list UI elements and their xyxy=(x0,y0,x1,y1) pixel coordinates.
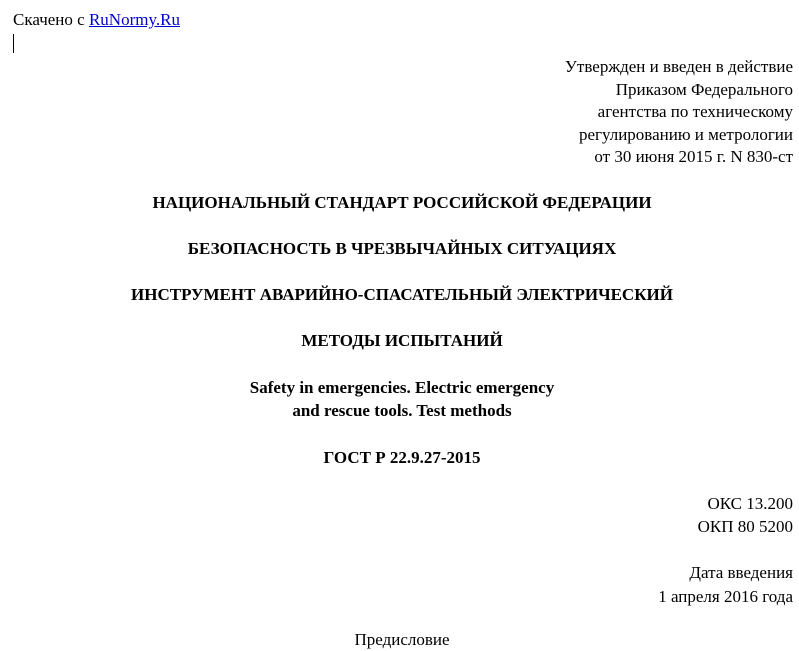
source-prefix: Скачено с xyxy=(13,10,89,29)
introduction-date-value: 1 апреля 2016 года xyxy=(658,587,793,606)
text-cursor xyxy=(13,34,14,53)
approval-line: регулированию и метрологии xyxy=(578,124,793,144)
approval-line: агентства по техническому xyxy=(597,102,793,121)
english-title xyxy=(0,376,799,422)
classification-codes xyxy=(698,492,793,538)
standard-designation: ГОСТ Р 22.9.27-2015 xyxy=(323,448,481,467)
approval-line: от 30 июня 2015 г. N 830-ст xyxy=(594,147,793,166)
introduction-date-label: Дата введения xyxy=(689,563,793,582)
subject-heading: ИНСТРУМЕНТ АВАРИЙНО-СПАСАТЕЛЬНЫЙ ЭЛЕКТРИЧЕСКИЙ xyxy=(131,285,673,304)
series-heading: БЕЗОПАСНОСТЬ В ЧРЕЗВЫЧАЙНЫХ СИТУАЦИЯХ xyxy=(187,239,617,258)
okp-code: ОКП 80 5200 xyxy=(697,517,793,536)
english-title-line: and rescue tools. Test methods xyxy=(292,401,512,420)
english-title-line: Safety in emergencies. Electric emergency xyxy=(249,378,555,397)
approval-line: Утвержден и введен в действие xyxy=(564,57,793,76)
runormy-link[interactable]: RuNormy.Ru xyxy=(88,10,180,29)
introduction-date-block xyxy=(658,561,793,609)
approval-line: Приказом Федерального xyxy=(615,79,793,99)
oks-code: ОКС 13.200 xyxy=(707,494,793,513)
approval-block xyxy=(565,56,793,169)
source-line xyxy=(13,9,180,30)
standard-type-heading: НАЦИОНАЛЬНЫЙ СТАНДАРТ РОССИЙСКОЙ ФЕДЕРАЦИИ xyxy=(152,193,652,212)
preface-heading: Предисловие xyxy=(354,630,450,649)
part-heading: МЕТОДЫ ИСПЫТАНИЙ xyxy=(301,331,503,350)
